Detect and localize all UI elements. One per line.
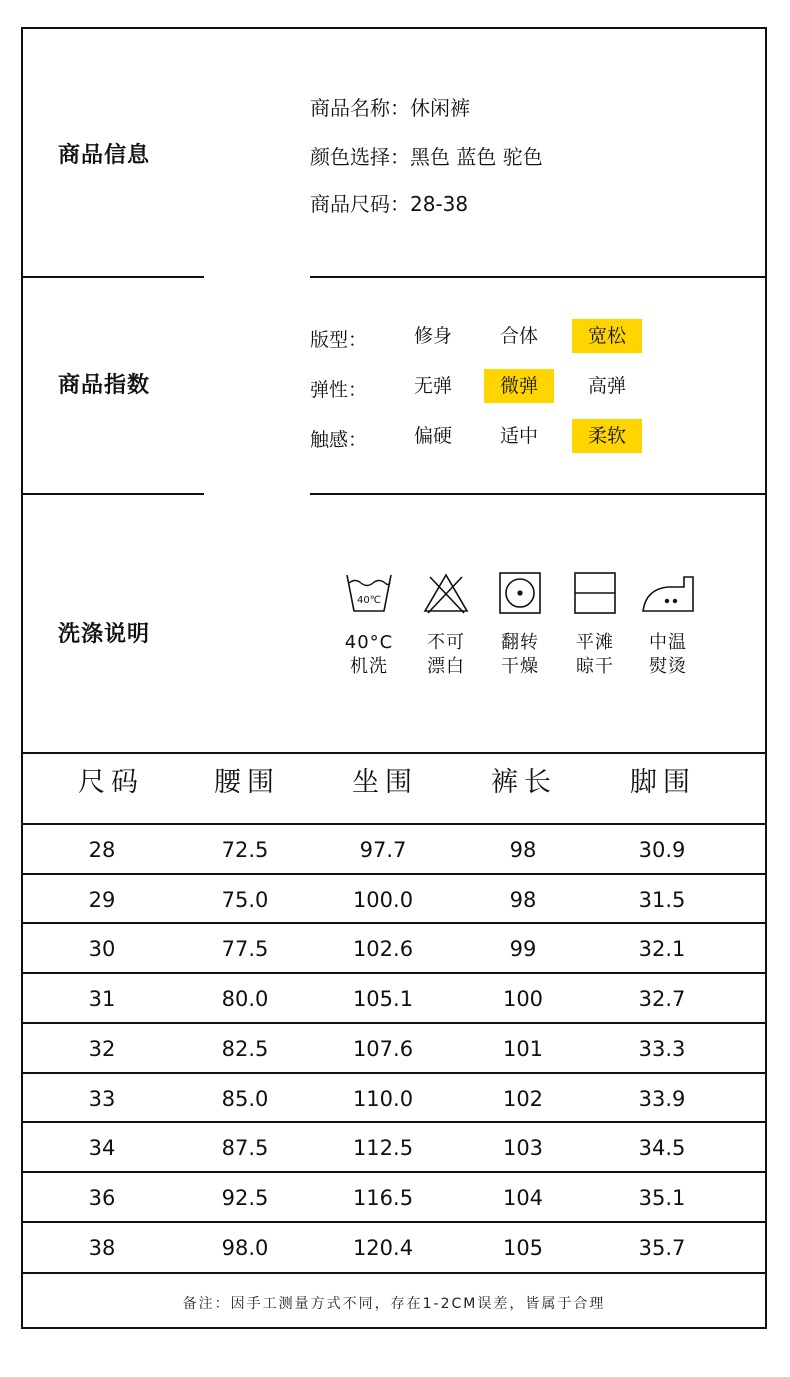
care-item-no-bleach: 不可 漂白 <box>409 571 483 679</box>
table-cell: 100 <box>502 987 544 1011</box>
measurement-note: 备注：因手工测量方式不同，存在1-2CM误差，皆属于合理 <box>182 1296 606 1312</box>
table-cell: 107.6 <box>352 1037 414 1061</box>
table-row <box>21 972 767 1023</box>
index-option: 适中 <box>499 425 538 447</box>
care-item-flat-dry: 平滩 晾干 <box>558 571 632 679</box>
wash-instructions-title: 洗涤说明 <box>58 622 151 647</box>
table-cell: 33.9 <box>638 1087 686 1111</box>
table-cell: 92.5 <box>221 1186 269 1210</box>
table-top-border <box>21 752 767 754</box>
table-cell: 32 <box>88 1037 116 1061</box>
table-cell: 75.0 <box>221 888 269 912</box>
index-option: 修身 <box>413 325 452 347</box>
table-cell: 105 <box>502 1236 544 1260</box>
table-cell: 32.7 <box>638 987 686 1011</box>
table-cell: 29 <box>88 888 116 912</box>
table-cell: 32.1 <box>638 937 686 961</box>
product-name-line: 商品名称：休闲裤 <box>310 96 470 120</box>
table-cell: 33.3 <box>638 1037 686 1061</box>
index-option: 无弹 <box>413 375 452 397</box>
table-cell: 98 <box>509 838 537 862</box>
care-item-iron: 中温 熨烫 <box>631 571 705 679</box>
table-cell: 34 <box>88 1136 116 1160</box>
care-item-machine-wash: 40℃ 40°C 机洗 <box>332 571 406 679</box>
product-color-line: 颜色选择：黑色 蓝色 驼色 <box>310 145 543 169</box>
product-size-line: 商品尺码：28-38 <box>310 192 469 216</box>
table-cell: 102 <box>502 1087 544 1111</box>
care-item-tumble-dry: 翻转 干燥 <box>483 571 557 679</box>
flat-dry-icon <box>570 571 620 615</box>
table-cell: 112.5 <box>352 1136 414 1160</box>
table-cell: 98.0 <box>221 1236 269 1260</box>
table-cell: 116.5 <box>352 1186 414 1210</box>
table-cell: 72.5 <box>221 838 269 862</box>
index-row-label: 触感： <box>310 429 368 451</box>
table-cell: 99 <box>509 937 537 961</box>
index-row-label: 弹性： <box>310 379 368 401</box>
index-option: 合体 <box>499 325 538 347</box>
table-cell: 28 <box>88 838 116 862</box>
washtub-40-icon <box>344 571 394 615</box>
table-cell: 34.5 <box>638 1136 686 1160</box>
header-size: 尺码 <box>78 767 144 798</box>
header-waist: 腰围 <box>214 767 280 798</box>
index-option: 高弹 <box>587 375 626 397</box>
table-row <box>21 1221 767 1272</box>
table-cell: 80.0 <box>221 987 269 1011</box>
table-cell: 105.1 <box>352 987 414 1011</box>
table-cell: 110.0 <box>352 1087 414 1111</box>
table-cell: 77.5 <box>221 937 269 961</box>
index-option-selected: 宽松 <box>572 319 642 353</box>
table-row <box>21 922 767 973</box>
header-hip: 坐围 <box>352 767 418 798</box>
table-row <box>21 1171 767 1222</box>
index-option: 偏硬 <box>413 425 452 447</box>
index-option-selected: 柔软 <box>572 419 642 453</box>
table-cell: 97.7 <box>359 838 407 862</box>
table-row <box>21 1072 767 1123</box>
table-cell: 103 <box>502 1136 544 1160</box>
divider-left <box>21 493 204 495</box>
index-row-label: 版型： <box>310 329 368 351</box>
table-cell: 102.6 <box>352 937 414 961</box>
table-cell: 82.5 <box>221 1037 269 1061</box>
table-cell: 85.0 <box>221 1087 269 1111</box>
table-cell: 30.9 <box>638 838 686 862</box>
table-cell: 100.0 <box>352 888 414 912</box>
divider-right <box>310 276 767 278</box>
table-row <box>21 1121 767 1172</box>
product-info-title: 商品信息 <box>58 143 151 168</box>
divider-left <box>21 276 204 278</box>
table-row <box>21 1022 767 1073</box>
table-cell: 38 <box>88 1236 116 1260</box>
table-cell: 87.5 <box>221 1136 269 1160</box>
tumble-dry-icon <box>495 571 545 615</box>
table-cell: 31 <box>88 987 116 1011</box>
table-cell: 35.1 <box>638 1186 686 1210</box>
table-cell: 35.7 <box>638 1236 686 1260</box>
table-row <box>21 823 767 874</box>
product-index-title: 商品指数 <box>58 373 151 398</box>
table-cell: 98 <box>509 888 537 912</box>
table-cell: 101 <box>502 1037 544 1061</box>
table-cell: 33 <box>88 1087 116 1111</box>
table-cell: 104 <box>502 1186 544 1210</box>
index-option-selected: 微弹 <box>484 369 554 403</box>
table-cell: 36 <box>88 1186 116 1210</box>
svg-text:40℃: 40℃ <box>357 595 381 606</box>
no-bleach-icon <box>421 571 471 615</box>
divider-right <box>310 493 767 495</box>
header-hem: 脚围 <box>630 767 696 798</box>
iron-medium-icon <box>640 571 696 615</box>
table-row <box>21 873 767 924</box>
table-cell: 30 <box>88 937 116 961</box>
table-bottom-border <box>21 1272 767 1274</box>
table-cell: 120.4 <box>352 1236 414 1260</box>
table-cell: 31.5 <box>638 888 686 912</box>
header-length: 裤长 <box>491 767 557 798</box>
